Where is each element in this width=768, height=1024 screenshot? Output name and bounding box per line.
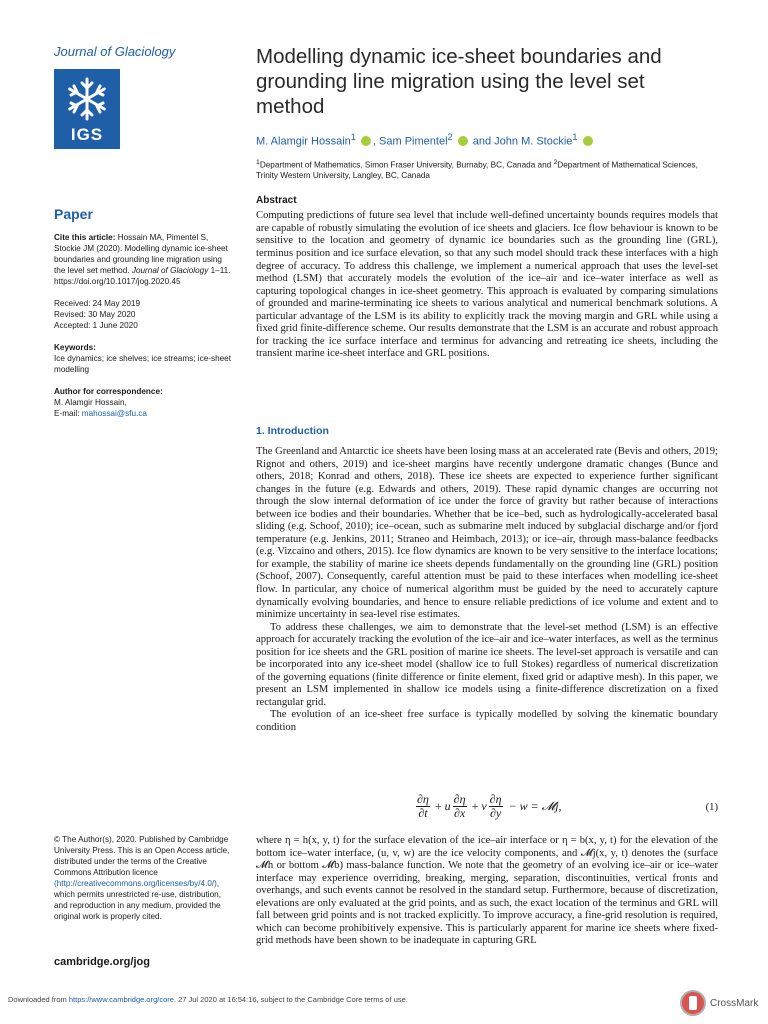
correspondence-name: M. Alamgir Hossain, [54, 398, 127, 407]
article-header [256, 44, 718, 361]
affiliation-sup: 1 [256, 158, 260, 166]
dates [54, 298, 234, 331]
accepted-date: Accepted: 1 June 2020 [54, 321, 138, 330]
variable: v [481, 799, 487, 813]
author-list: M. Alamgir Hossain$^1$ , Sam Pimentel$^2$ and John M. Stockie$^1$ [256, 132, 718, 148]
author-affiliation-sup: 1 [572, 132, 578, 142]
fraction [416, 793, 430, 820]
operator: + [434, 799, 442, 813]
cite-journal: Journal of Glaciology [131, 266, 209, 275]
license-note [54, 834, 234, 922]
keywords-text: Ice dynamics; ice shelves; ice streams; ice-sheet modelling [54, 354, 232, 374]
numerator: ∂η [453, 792, 466, 806]
introduction-body [256, 446, 718, 735]
correspondence [54, 386, 234, 419]
keywords-label: Keywords: [54, 343, 96, 352]
license-text-end: , which permits unrestricted re-use, distribution, and reproduction in any medium, provided the original work is properly cited. [54, 879, 222, 921]
denominator: ∂y [489, 806, 502, 820]
equation-tail: − w = 𝓜j, [508, 799, 562, 813]
cite-pages[interactable]: 1–11. https://doi.org/10.1017/jog.2020.45 [54, 266, 231, 286]
equation-expression [414, 793, 562, 820]
crossmark-label: CrossMark [710, 997, 759, 1009]
orcid-icon[interactable] [583, 136, 593, 146]
cite-text: Hossain MA, Pimentel S, Stockie JM (2020). Modelling dynamic ice-sheet boundaries and grounding line migration using the level set method. [54, 233, 228, 275]
paper-label: Paper [54, 206, 93, 222]
paragraph: To address these challenges, we aim to demonstrate that the level-set method (LSM) is an effective approach for accurately tracking the evolution of the ice–air and ice–water interfaces, as well as the terminus position for ice sheets and the GRL position of marine ice sheets. The level-set approach is versatile and can be incorporated into any ice-sheet model (shallow ice to full Stokes) regardless of numerical discretization of the governing equations (finite difference or finite element, fixed grid or adaptive mesh). In this paper, we present an LSM implemented in shallow ice models using a finite-difference discretization on a fixed rectangular grid. [256, 621, 718, 708]
author-name[interactable]: and John M. Stockie [472, 135, 573, 148]
email-link[interactable]: mahossai@sfu.ca [81, 409, 147, 418]
affiliations [256, 157, 718, 182]
equation-number: (1) [705, 802, 718, 813]
variable: u [444, 799, 451, 813]
author-name[interactable]: Sam Pimentel [379, 135, 448, 148]
affiliation-2: Department of Mathematical Sciences, Trinity Western University, Langley, BC, Canada [256, 160, 698, 181]
article-title: Modelling dynamic ice-sheet boundaries and grounding line migration using the level set method [256, 45, 662, 118]
author-affiliation-sup: 2 [447, 132, 453, 142]
keywords [54, 342, 234, 375]
author-name[interactable]: M. Alamgir Hossain [256, 135, 351, 148]
crossmark-icon [680, 990, 706, 1016]
paragraph: The evolution of an ice-sheet free surface is typically modelled by solving the kinematic boundary condition [256, 709, 718, 734]
citation [54, 232, 234, 287]
footer-text: Downloaded from [8, 995, 69, 1004]
sidebar [54, 44, 234, 430]
correspondence-label: Author for correspondence: [54, 387, 163, 396]
section-heading: 1. Introduction [256, 425, 329, 437]
numerator: ∂η [489, 792, 502, 806]
paragraph: where η = h(x, y, t) for the surface elevation of the ice–air interface or η = b(x, y, t) for the elevation of the bottom ice–water interface, (u, v, w) are the ice velocity components, and 𝓜j(x, y, t) denotes the (surface 𝓜h or bottom 𝓜b) mass-balance function. We note that the geometry of an evolving ice–air or ice–water interface may experience overriding, breaking, merging, separation, discontinuities, vertical fronts and overhangs, and such events cannot be resolved in the standard setup. Furthermore, because of discretization, elevations are only evaluated at the grid points, and as such, the exact location of the terminus and GRL will fall between grid points and is not tracked explicitly. To improve accuracy, a fine-grid resolution is required, which can become prohibitively expensive. This is particularly apparent for marine ice sheets where fixed-grid methods have been shown to be inadequate in capturing GRL [256, 835, 718, 947]
license-text: © The Author(s), 2020. Published by Cambridge University Press. This is an Open Access article, distributed under the terms of the Creative Commons Attribution licence [54, 835, 230, 877]
denominator: ∂x [453, 806, 466, 820]
footer-link[interactable]: https://www.cambridge.org/core [68, 995, 174, 1004]
igs-logo [54, 69, 120, 149]
cite-label: Cite this article: [54, 233, 116, 242]
affiliation-1: Department of Mathematics, Simon Fraser University, Burnaby, BC, Canada and [259, 160, 554, 170]
orcid-icon[interactable] [458, 136, 468, 146]
snowflake-icon [63, 75, 111, 123]
fraction [489, 793, 503, 820]
affiliation-sup: 2 [553, 158, 558, 166]
received-date: Received: 24 May 2019 [54, 299, 141, 308]
paragraph: The Greenland and Antarctic ice sheets have been losing mass at an accelerated rate (Bevis and others, 2019; Rignot and others, 2019) and ice-sheet margins have recently undergone dramatic changes (Bunce and others, 2018; Konrad and others, 2018). These ice sheets are expected to experience further significant changes in the future (e.g. Edwards and others, 2019). These rapid dynamic changes are occurring not through the slow internal deformation of ice under the force of gravity but rather because of interactions between ice bodies and their boundaries. Whether that be ice–bed, such as hydrologically-accelerated basal sliding (e.g. Schoof, 2010); ice–ocean, such as submarine melt induced by subglacial discharge and/or fjord temperature (e.g. Jenkins, 2011; Straneo and Heimbach, 2013); or ice–air, through mass-balance feedbacks (e.g. Vizcaino and others, 2015). Ice flow dynamics are known to be very sensitive to the interface locations; for example, the stability of marine ice sheets depends fundamentally on the grounding line (GRL) position (Schoof, 2007). Consequently, careful attention must be paid to these interfaces when modelling ice-sheet flow. In particular, any choice of numerical algorithm must be guided by the need to accurately capture dynamically evolving boundaries, and hence to ensure reliable predictions of ice volume and extent and to minimize uncertainty in sea-level rise estimates. [256, 446, 718, 621]
download-footer [8, 995, 408, 1004]
fraction [453, 793, 467, 820]
logo-text: IGS [70, 125, 104, 144]
author-affiliation-sup: 1 [350, 132, 356, 142]
journal-website-link[interactable]: cambridge.org/jog [54, 956, 150, 968]
operator: + [471, 799, 479, 813]
numerator: ∂η [417, 792, 429, 806]
crossmark-button[interactable] [680, 990, 758, 1016]
denominator: ∂t [418, 806, 428, 820]
equation-1 [256, 793, 718, 829]
revised-date: Revised: 30 May 2020 [54, 310, 136, 319]
license-link[interactable]: (http://creativecommons.org/licenses/by/4.0/) [54, 879, 217, 888]
abstract-text: Computing predictions of future sea level that include well-defined uncertainty bounds requires models that are capable of robustly simulating the evolution of ice sheets and glaciers. Ice flow behaviour is known to be sensitive to the location and geometry of dynamic ice boundaries such as the grounding line (GRL), terminus position and ice surface elevation, so that any such model should track these interfaces with a high degree of accuracy. To address this challenge, we implement a numerical approach that uses the level-set method (LSM) that accurately models the evolution of the ice–air and ice–water interface as well as capturing topological changes in ice-sheet geometry. This approach is evaluated by comparing simulations of grounded and marine-terminating ice sheets to various analytical and numerical benchmark solutions. A particular advantage of the LSM is its ability to explicitly track the moving margin and GRL while using a fixed grid finite-difference scheme. Our results demonstrate that the LSM is an accurate and robust approach for tracking the ice surface interface and terminus for advancing and retreating ice sheets, including the transient marine ice-sheet interface and GRL positions. [256, 210, 718, 360]
abstract-heading: Abstract [256, 195, 297, 207]
footer-text-end: . 27 Jul 2020 at 16:54:16, subject to the Cambridge Core terms of use. [173, 995, 408, 1004]
email-label: E-mail: [54, 409, 80, 418]
orcid-icon[interactable] [361, 136, 371, 146]
journal-name[interactable]: Journal of Glaciology [54, 44, 176, 59]
